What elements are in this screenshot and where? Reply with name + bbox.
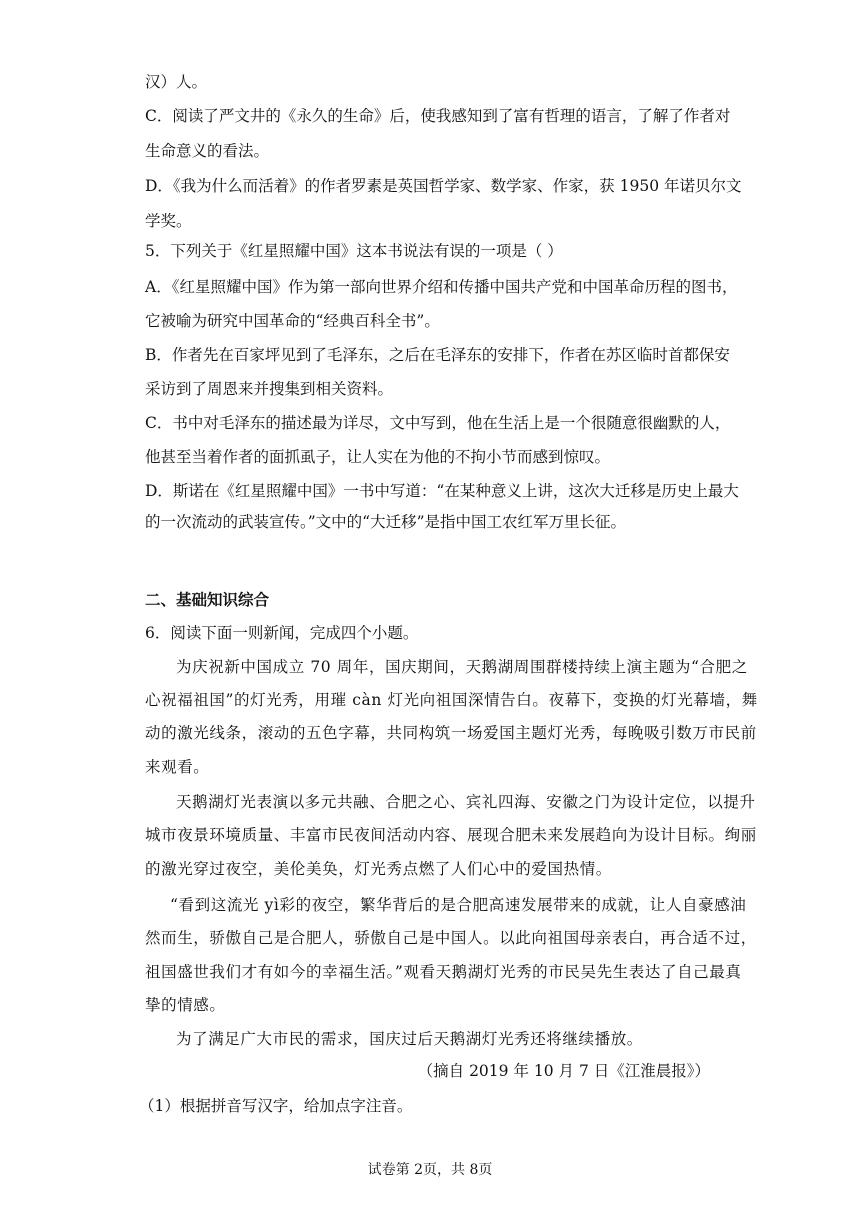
news-paragraph-1: 为庆祝新中国成立 70 周年，国庆期间，天鹅湖周围群楼持续上演主题为“合肥之	[176, 658, 748, 676]
page-footer: 试卷第 2页，共 8页	[367, 1162, 493, 1178]
news-paragraph-4: 为了满足广大市民的需求，国庆过后天鹅湖灯光秀还将继续播放。	[176, 1030, 643, 1048]
news-line: 来观看。	[145, 758, 210, 776]
option-d-line: D．《我为什么而活着》的作者罗素是英国哲学家、数学家、作家，获 1950 年诺贝尔文	[145, 177, 742, 195]
news-line: 动的激光线条，滚动的五色字幕，共同构筑一场爱国主题灯光秀，每晚吸引数万市民前	[145, 724, 757, 742]
option-a-line: A．《红星照耀中国》作为第一部向世界介绍和传播中国共产党和中国革命历程的图书，	[145, 278, 738, 296]
text-line: 它被喻为研究中国革命的“经典百科全书”。	[145, 312, 440, 330]
news-paragraph-2: 天鹅湖灯光表演以多元共融、合肥之心、宾礼四海、安徽之门为设计定位，以提升	[176, 793, 756, 811]
sub-question-1: （1）根据拼音写汉字，给加点字注音。	[139, 1097, 413, 1115]
news-line: 心祝福祖国”的灯光秀，用璀 càn 灯光向祖国深情告白。夜幕下，变换的灯光幕墙，舞	[145, 691, 758, 709]
option-d-line: D．斯诺在《红星照耀中国》一书中写道：“在某种意义上讲，这次大迁移是历史上最大	[145, 482, 739, 500]
news-line: 挚的情感。	[145, 996, 226, 1014]
news-paragraph-3: “看到这流光 yì彩的夜空，繁华背后的是合肥高速发展带来的成就，让人自豪感油	[170, 896, 747, 914]
text-line: 学奖。	[145, 212, 192, 230]
option-b-line: B．作者先在百家坪见到了毛泽东，之后在毛泽东的安排下，作者在苏区临时首都保安	[145, 346, 730, 364]
text-line: 汉）人。	[145, 73, 208, 91]
section-heading: 二、基础知识综合	[145, 590, 270, 609]
news-line: 然而生，骄傲自己是合肥人，骄傲自己是中国人。以此向祖国母亲表白，再合适不过，	[145, 929, 757, 947]
news-line: 的激光穿过夜空，美伦美奂，灯光秀点燃了人们心中的爱国热情。	[145, 860, 612, 878]
news-source: （摘自 2019 年 10 月 7 日《江淮晨报》）	[417, 1062, 710, 1080]
text-line: 他甚至当着作者的面抓虱子，让人实在为他的不拘小节而感到惊叹。	[145, 448, 611, 466]
news-line: 城市夜景环境质量、丰富市民夜间活动内容、展现合肥未来发展趋向为设计目标。绚丽	[145, 826, 757, 844]
option-c-line: C．书中对毛泽东的描述最为详尽，文中写到，他在生活上是一个很随意很幽默的人，	[145, 414, 731, 432]
question-6: 6．阅读下面一则新闻，完成四个小题。	[145, 624, 419, 642]
option-c-line: C．阅读了严文井的《永久的生命》后，使我感知到了富有哲理的语言，了解了作者对	[145, 107, 731, 125]
question-5: 5．下列关于《红星照耀中国》这本书说法有误的一项是（ ）	[145, 242, 563, 260]
text-line: 的一次流动的武装宣传。”文中的“大迁移”是指中国工农红军万里长征。	[145, 513, 627, 531]
news-line: 祖国盛世我们才有如今的幸福生活。”观看天鹅湖灯光秀的市民吴先生表达了自己最真	[145, 963, 742, 981]
text-line: 采访到了周恩来并搜集到相关资料。	[145, 380, 394, 398]
text-line: 生命意义的看法。	[145, 142, 270, 160]
